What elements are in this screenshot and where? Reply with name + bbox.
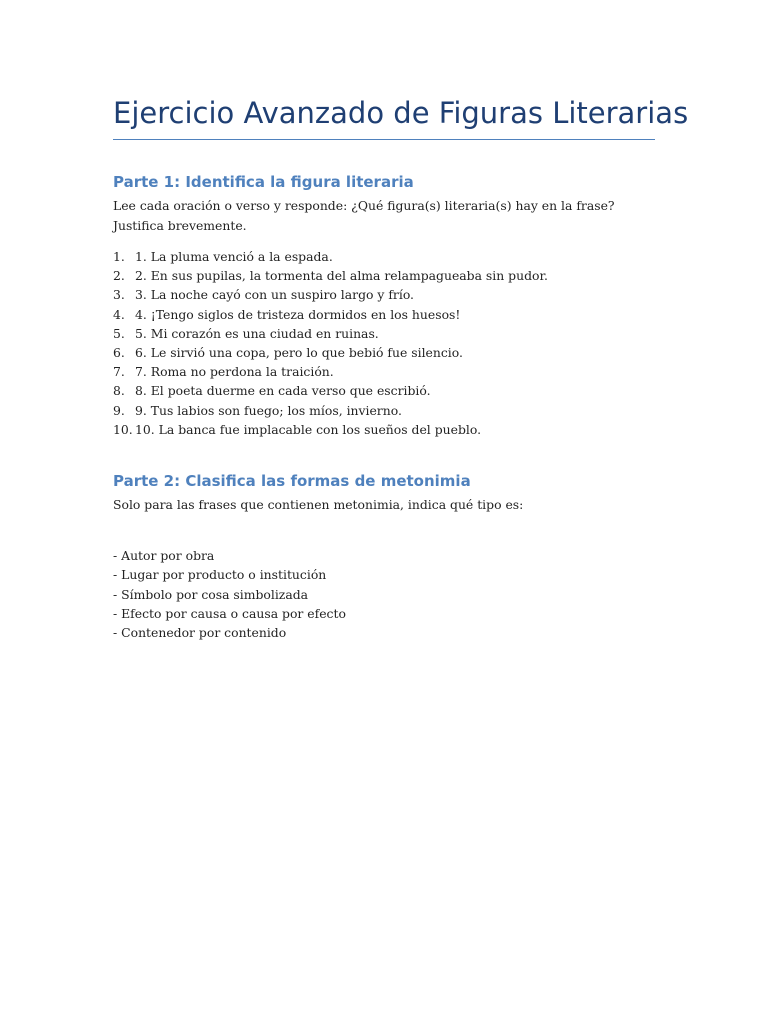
list-item-number: 4. <box>113 306 125 322</box>
list-item-number: 10. <box>113 421 133 437</box>
list-item-text: 8. El poeta duerme en cada verso que escribió. <box>135 383 431 399</box>
list-item-number: 9. <box>113 402 125 418</box>
list-item <box>113 362 653 381</box>
list-item-number: 6. <box>113 344 125 360</box>
list-item <box>113 401 653 420</box>
list-item-text: 10. La banca fue implacable con los sueños del pueblo. <box>135 421 482 437</box>
list-item-text: 5. Mi corazón es una ciudad en ruinas. <box>135 325 379 341</box>
list-item-text: 4. ¡Tengo siglos de tristeza dormidos en los huesos! <box>135 306 461 322</box>
part2-instructions: Solo para las frases que contienen metonimia, indica qué tipo es: <box>113 497 524 512</box>
list-item-text: 2. En sus pupilas, la tormenta del alma relampagueaba sin pudor. <box>135 268 548 284</box>
metonymy-type-list <box>113 546 653 642</box>
list-item-text: 7. Roma no perdona la traición. <box>135 364 334 380</box>
list-item <box>113 305 653 324</box>
metonymy-type-item: - Lugar por producto o institución <box>113 567 327 583</box>
metonymy-type-item: - Contenedor por contenido <box>113 625 287 641</box>
document-title: Ejercicio Avanzado de Figuras Literarias <box>113 96 689 130</box>
list-item-number: 2. <box>113 268 125 284</box>
metonymy-type-item: - Símbolo por cosa simbolizada <box>113 586 309 602</box>
list-item <box>113 343 653 362</box>
part1-heading: Parte 1: Identifica la figura literaria <box>113 173 414 191</box>
part2-heading: Parte 2: Clasifica las formas de metonimia <box>113 472 471 490</box>
list-item <box>113 420 653 439</box>
list-item <box>113 381 653 400</box>
list-item-text: 9. Tus labios son fuego; los míos, invierno. <box>135 402 402 418</box>
part1-instructions: Lee cada oración o verso y responde: ¿Qué figura(s) literaria(s) hay en la frase? Justifica brevemente. <box>113 198 615 233</box>
metonymy-type-item: - Efecto por causa o causa por efecto <box>113 605 346 621</box>
list-item-number: 3. <box>113 287 125 303</box>
list-item-text: 1. La pluma venció a la espada. <box>135 249 333 264</box>
list-item-text: 6. Le sirvió una copa, pero lo que bebió fue silencio. <box>135 344 463 360</box>
sentence-list <box>113 247 653 439</box>
list-item-number: 1. <box>113 249 125 264</box>
list-item <box>113 266 653 285</box>
list-item-number: 7. <box>113 364 125 380</box>
list-item-text: 3. La noche cayó con un suspiro largo y frío. <box>135 287 414 303</box>
title-underline <box>113 139 655 140</box>
list-item <box>113 247 653 266</box>
metonymy-type-item: - Autor por obra <box>113 548 215 563</box>
list-item-number: 8. <box>113 383 125 399</box>
list-item <box>113 285 653 304</box>
list-item <box>113 324 653 343</box>
list-item-number: 5. <box>113 325 125 341</box>
